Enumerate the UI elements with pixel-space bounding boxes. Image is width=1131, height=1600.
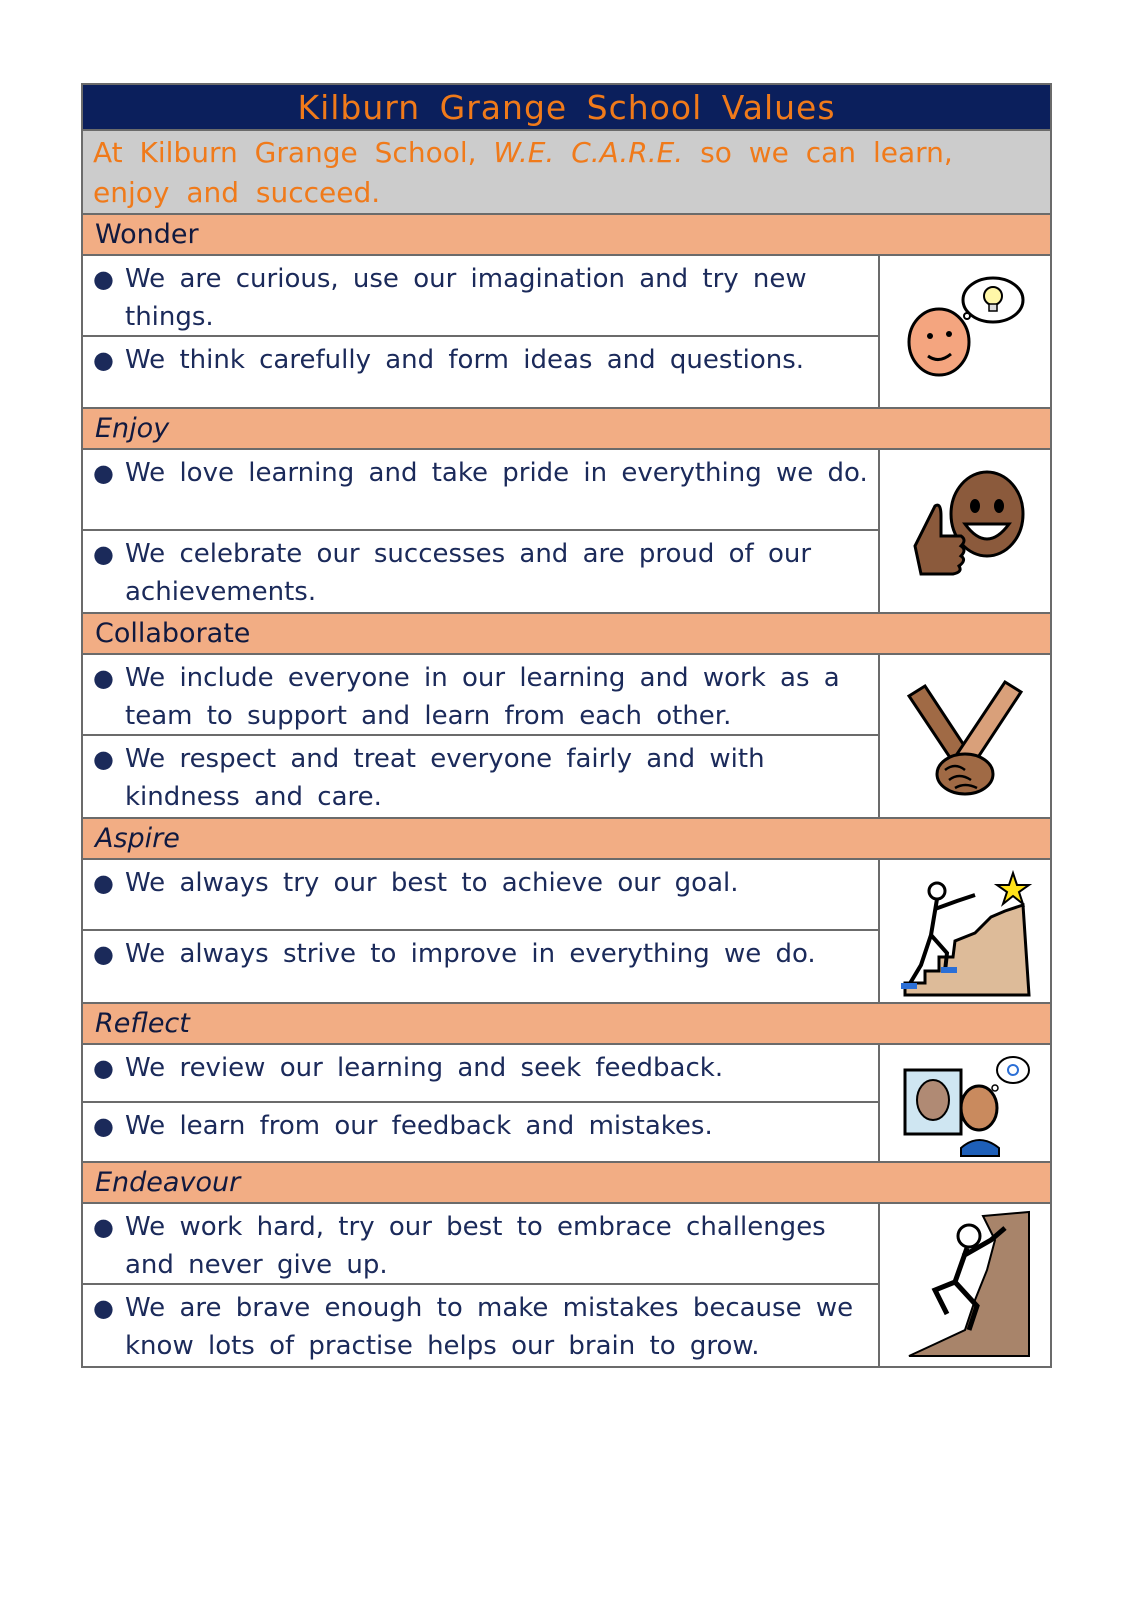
list-item-text: We include everyone in our learning and work as a team to support and learn from each other. bbox=[125, 663, 840, 731]
bullet-icon: ● bbox=[93, 664, 114, 692]
bullet-icon: ● bbox=[93, 1112, 114, 1140]
list-item bbox=[83, 531, 878, 612]
bullet-list bbox=[83, 450, 880, 612]
bullet-icon: ● bbox=[93, 1294, 114, 1322]
list-item-text: We think carefully and form ideas and questions. bbox=[125, 345, 805, 375]
list-item-text: We are brave enough to make mistakes because we know lots of practise helps our brain to grow. bbox=[125, 1293, 854, 1361]
thumbs-up-smile-icon bbox=[880, 450, 1050, 612]
list-item bbox=[83, 1045, 878, 1103]
section-heading-aspire: Aspire bbox=[83, 819, 1050, 860]
bullet-list bbox=[83, 256, 880, 407]
rock-climber-icon bbox=[880, 1204, 1050, 1366]
section-endeavour bbox=[83, 1204, 1050, 1366]
mirror-reflection-icon bbox=[880, 1045, 1050, 1161]
list-item bbox=[83, 450, 878, 531]
climb-to-star-icon bbox=[880, 860, 1050, 1002]
section-aspire bbox=[83, 860, 1050, 1004]
values-table bbox=[81, 83, 1052, 1368]
intro-acronym: W.E. C.A.R.E. bbox=[493, 136, 684, 169]
list-item bbox=[83, 1103, 878, 1161]
list-item bbox=[83, 655, 878, 736]
section-collaborate bbox=[83, 655, 1050, 819]
list-item-text: We always try our best to achieve our goal. bbox=[125, 868, 739, 898]
section-heading-endeavour: Endeavour bbox=[83, 1163, 1050, 1204]
bullet-icon: ● bbox=[93, 1213, 114, 1241]
list-item-text: We always strive to improve in everything we do. bbox=[125, 939, 816, 969]
section-heading-enjoy: Enjoy bbox=[83, 409, 1050, 450]
list-item-text: We celebrate our successes and are proud of our achievements. bbox=[125, 539, 812, 607]
thinking-face-icon bbox=[880, 256, 1050, 407]
section-wonder bbox=[83, 256, 1050, 409]
page-title: Kilburn Grange School Values bbox=[83, 85, 1050, 131]
bullet-list bbox=[83, 1204, 880, 1366]
intro-statement bbox=[83, 131, 1050, 215]
list-item bbox=[83, 736, 878, 817]
list-item-text: We work hard, try our best to embrace challenges and never give up. bbox=[125, 1212, 826, 1280]
bullet-icon: ● bbox=[93, 869, 114, 897]
list-item-text: We are curious, use our imagination and try new things. bbox=[125, 264, 807, 332]
list-item bbox=[83, 860, 878, 931]
section-reflect bbox=[83, 1045, 1050, 1163]
list-item bbox=[83, 1285, 878, 1366]
list-item bbox=[83, 256, 878, 337]
bullet-icon: ● bbox=[93, 745, 114, 773]
section-enjoy bbox=[83, 450, 1050, 614]
bullet-list bbox=[83, 1045, 880, 1161]
bullet-icon: ● bbox=[93, 459, 114, 487]
list-item-text: We review our learning and seek feedback. bbox=[125, 1053, 724, 1083]
bullet-icon: ● bbox=[93, 265, 114, 293]
list-item-text: We love learning and take pride in everything we do. bbox=[125, 458, 868, 488]
intro-text-end: so we can learn, enjoy and succeed. bbox=[93, 136, 953, 209]
section-heading-wonder: Wonder bbox=[83, 215, 1050, 256]
bullet-icon: ● bbox=[93, 940, 114, 968]
bullet-list bbox=[83, 860, 880, 1002]
section-heading-collaborate: Collaborate bbox=[83, 614, 1050, 655]
bullet-icon: ● bbox=[93, 540, 114, 568]
bullet-icon: ● bbox=[93, 346, 114, 374]
list-item bbox=[83, 1204, 878, 1285]
intro-text-start: At Kilburn Grange School, bbox=[93, 136, 494, 169]
list-item bbox=[83, 337, 878, 407]
list-item-text: We respect and treat everyone fairly and with kindness and care. bbox=[125, 744, 765, 812]
bullet-icon: ● bbox=[93, 1054, 114, 1082]
list-item bbox=[83, 931, 878, 1002]
holding-hands-icon bbox=[880, 655, 1050, 817]
list-item-text: We learn from our feedback and mistakes. bbox=[125, 1111, 713, 1141]
bullet-list bbox=[83, 655, 880, 817]
section-heading-reflect: Reflect bbox=[83, 1004, 1050, 1045]
